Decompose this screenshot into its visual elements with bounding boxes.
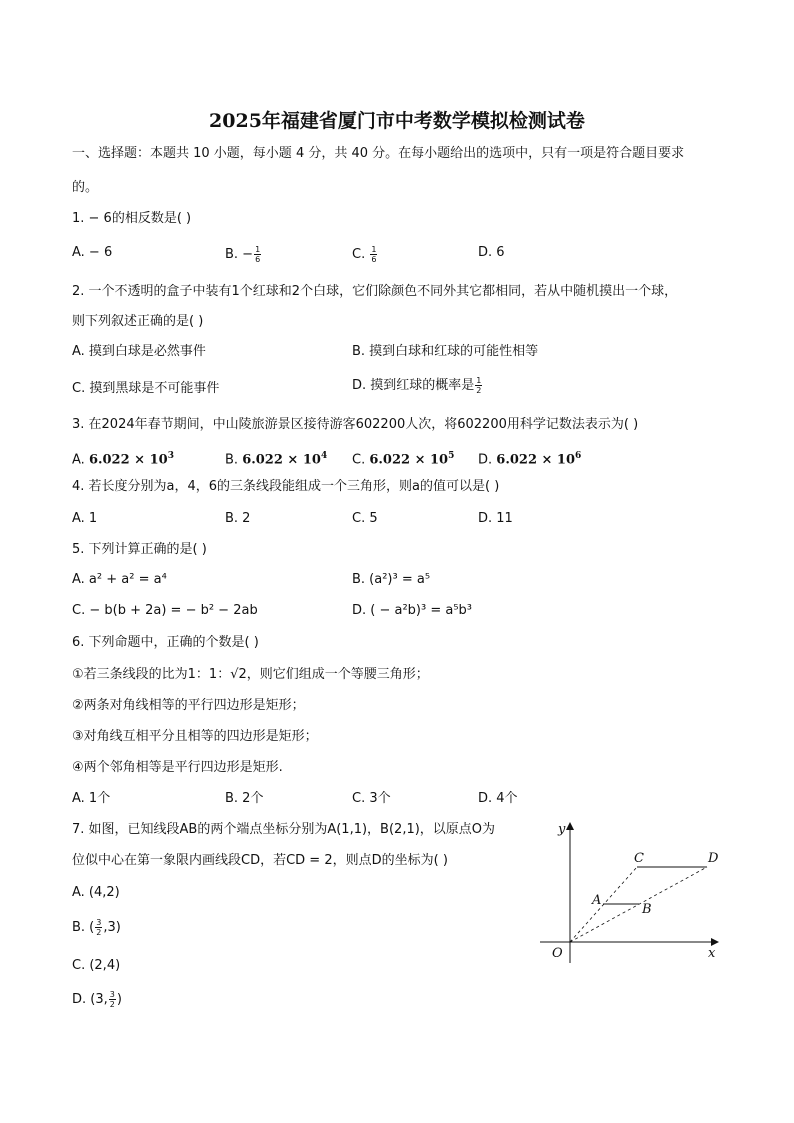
q2-stem-line2: 则下列叙述正确的是( ) [72, 314, 204, 329]
q4-option-a: A. 1 [72, 511, 98, 526]
point-d-label: D [708, 851, 719, 866]
q6-statement-1: ①若三条线段的比为1：1：√2，则它们组成一个等腰三角形； [72, 667, 429, 682]
q2-stem-line1: 2. 一个不透明的盒子中装有1个红球和2个白球，它们除颜色不同外其它都相同，若从中随机摸出一个球， [72, 284, 678, 299]
q6-option-d: D. 4个 [478, 791, 518, 806]
q4-option-b: B. 2 [225, 511, 251, 526]
q2-option-a: A. 摸到白球是必然事件 [72, 344, 206, 359]
q3-option-a: A. $6.022 \times 10^3$ [72, 451, 174, 468]
q1-option-a: A. − 6 [72, 245, 113, 260]
q6-statement-4: ④两个邻角相等是平行四边形是矩形. [72, 760, 283, 775]
q3-option-c: C. $6.022 \times 10^5$ [352, 451, 455, 468]
q2-option-c: C. 摸到黑球是不可能事件 [72, 381, 220, 396]
q6-stem: 6. 下列命题中，正确的个数是( ) [72, 635, 259, 650]
q7-option-a: A. (4,2) [72, 885, 120, 900]
q1-option-b: B. − $\frac{1}{6}$ [225, 245, 261, 264]
q5-option-a: A. a² + a² = a⁴ [72, 572, 167, 587]
point-c-label: C [634, 851, 644, 866]
section-instruction-line2: 的。 [72, 180, 99, 195]
q4-option-d: D. 11 [478, 511, 513, 526]
q7-stem-line2: 位似中心在第一象限内画线段CD，若CD = 2，则点D的坐标为( ) [72, 853, 448, 868]
point-b-label: B [642, 902, 652, 917]
q6-option-a: A. 1个 [72, 791, 111, 806]
q1-stem: 1. − 6的相反数是( ) [72, 211, 192, 226]
q4-option-c: C. 5 [352, 511, 378, 526]
q3-stem: 3. 在2024年春节期间，中山陵旅游景区接待游客602200人次，将602200用科学记数法表示为( ) [72, 417, 639, 432]
q7-stem-line1: 7. 如图，已知线段AB的两个端点坐标分别为A(1,1)，B(2,1)，以原点O为 [72, 822, 496, 837]
q6-statement-2: ②两条对角线相等的平行四边形是矩形； [72, 698, 305, 713]
q5-option-c: C. − b(b + 2a) = − b² − 2ab [72, 603, 258, 618]
q7-option-d: D. (3, $\frac{3}{2}$ ) [72, 990, 122, 1009]
q4-stem: 4. 若长度分别为a，4，6的三条线段能组成一个三角形，则a的值可以是( ) [72, 479, 500, 494]
q2-option-d: D. 摸到红球的概率是 $\frac{1}{2}$ [352, 376, 482, 395]
section-instruction-line1: 一、选择题：本题共 10 小题，每小题 4 分，共 40 分。在每小题给出的选项中，只有一项是符合题目要求 [72, 146, 685, 161]
q6-statement-3: ③对角线互相平分且相等的四边形是矩形； [72, 729, 318, 744]
q3-option-b: B. $6.022 \times 10^4$ [225, 451, 328, 468]
q5-option-d: D. ( − a²b)³ = a⁵b³ [352, 603, 473, 618]
q7-coordinate-figure [530, 815, 730, 965]
q6-option-b: B. 2个 [225, 791, 264, 806]
origin-label: O [552, 946, 563, 961]
q2-option-b: B. 摸到白球和红球的可能性相等 [352, 344, 539, 359]
y-axis-label: y [558, 822, 566, 837]
q7-option-b: B. ( $\frac{3}{2}$ ,3) [72, 918, 121, 937]
q7-option-c: C. (2,4) [72, 958, 121, 973]
q1-option-c: C. $\frac{1}{6}$ [352, 245, 377, 264]
point-a-label: A [592, 893, 602, 908]
q5-option-b: B. (a²)³ = a⁵ [352, 572, 431, 587]
page-title: 2025年福建省厦门市中考数学模拟检测试卷 [209, 110, 585, 132]
q3-option-d: D. $6.022 \times 10^6$ [478, 451, 582, 468]
q6-option-c: C. 3个 [352, 791, 391, 806]
q1-option-d: D. 6 [478, 245, 505, 260]
x-axis-label: x [708, 946, 716, 961]
q5-stem: 5. 下列计算正确的是( ) [72, 542, 207, 557]
